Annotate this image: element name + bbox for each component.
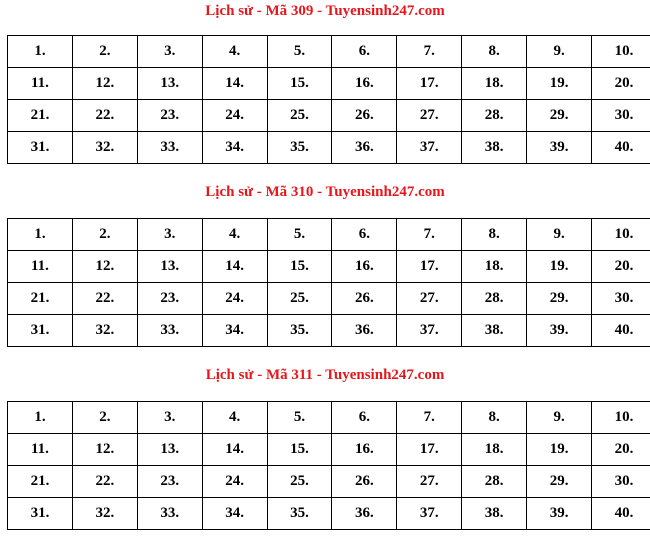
question-cell: 18. xyxy=(462,434,527,466)
question-cell: 3. xyxy=(137,36,202,68)
table-row xyxy=(8,402,650,434)
question-cell: 25. xyxy=(267,100,332,132)
question-cell: 15. xyxy=(267,434,332,466)
question-cell: 19. xyxy=(527,251,592,283)
section-title: Lịch sử - Mã 309 - Tuyensinh247.com xyxy=(205,3,445,19)
question-cell: 18. xyxy=(462,251,527,283)
question-cell: 23. xyxy=(137,100,202,132)
question-cell: 32. xyxy=(72,315,137,347)
table-row xyxy=(8,283,650,315)
table-row xyxy=(8,219,650,251)
question-cell: 9. xyxy=(527,402,592,434)
table-row xyxy=(8,315,650,347)
question-cell: 19. xyxy=(527,434,592,466)
question-cell: 13. xyxy=(137,434,202,466)
question-cell: 16. xyxy=(332,68,397,100)
question-cell: 38. xyxy=(462,498,527,530)
answer-table xyxy=(7,35,650,164)
table-row xyxy=(8,434,650,466)
question-cell: 8. xyxy=(462,219,527,251)
question-cell: 26. xyxy=(332,283,397,315)
question-cell: 14. xyxy=(202,251,267,283)
answer-table xyxy=(7,218,650,347)
question-cell: 6. xyxy=(332,219,397,251)
question-cell: 24. xyxy=(202,466,267,498)
table-row xyxy=(8,132,650,164)
table-row xyxy=(8,498,650,530)
question-cell: 2. xyxy=(72,219,137,251)
question-cell: 25. xyxy=(267,283,332,315)
question-cell: 30. xyxy=(592,283,650,315)
question-cell: 23. xyxy=(137,466,202,498)
question-cell: 3. xyxy=(137,402,202,434)
question-cell: 20. xyxy=(592,434,650,466)
question-cell: 26. xyxy=(332,100,397,132)
question-cell: 37. xyxy=(397,132,462,164)
question-cell: 36. xyxy=(332,315,397,347)
question-cell: 10. xyxy=(592,402,650,434)
question-cell: 11. xyxy=(8,251,73,283)
question-cell: 40. xyxy=(592,498,650,530)
question-cell: 31. xyxy=(8,315,73,347)
question-cell: 8. xyxy=(462,36,527,68)
question-cell: 12. xyxy=(72,251,137,283)
question-cell: 29. xyxy=(527,283,592,315)
question-cell: 12. xyxy=(72,434,137,466)
question-cell: 1. xyxy=(8,402,73,434)
question-cell: 38. xyxy=(462,132,527,164)
question-cell: 40. xyxy=(592,132,650,164)
question-cell: 21. xyxy=(8,100,73,132)
question-cell: 36. xyxy=(332,132,397,164)
question-cell: 16. xyxy=(332,434,397,466)
question-cell: 5. xyxy=(267,36,332,68)
table-row xyxy=(8,100,650,132)
question-cell: 28. xyxy=(462,283,527,315)
question-cell: 13. xyxy=(137,68,202,100)
question-cell: 28. xyxy=(462,466,527,498)
question-cell: 4. xyxy=(202,402,267,434)
question-cell: 27. xyxy=(397,283,462,315)
table-row xyxy=(8,36,650,68)
question-cell: 10. xyxy=(592,36,650,68)
question-cell: 2. xyxy=(72,402,137,434)
section-title: Lịch sử - Mã 311 - Tuyensinh247.com xyxy=(205,367,445,383)
question-cell: 27. xyxy=(397,100,462,132)
question-cell: 11. xyxy=(8,68,73,100)
question-cell: 17. xyxy=(397,251,462,283)
question-cell: 34. xyxy=(202,132,267,164)
question-cell: 35. xyxy=(267,132,332,164)
question-cell: 32. xyxy=(72,132,137,164)
question-cell: 9. xyxy=(527,219,592,251)
question-cell: 5. xyxy=(267,219,332,251)
question-cell: 36. xyxy=(332,498,397,530)
question-cell: 6. xyxy=(332,36,397,68)
question-cell: 37. xyxy=(397,315,462,347)
question-cell: 1. xyxy=(8,36,73,68)
question-cell: 14. xyxy=(202,434,267,466)
question-cell: 31. xyxy=(8,132,73,164)
question-cell: 18. xyxy=(462,68,527,100)
question-cell: 5. xyxy=(267,402,332,434)
question-cell: 15. xyxy=(267,251,332,283)
question-cell: 2. xyxy=(72,36,137,68)
question-cell: 29. xyxy=(527,466,592,498)
question-cell: 37. xyxy=(397,498,462,530)
question-cell: 22. xyxy=(72,466,137,498)
question-cell: 23. xyxy=(137,283,202,315)
question-cell: 13. xyxy=(137,251,202,283)
question-cell: 33. xyxy=(137,498,202,530)
question-cell: 19. xyxy=(527,68,592,100)
question-cell: 4. xyxy=(202,219,267,251)
section-title: Lịch sử - Mã 310 - Tuyensinh247.com xyxy=(205,184,445,200)
question-cell: 35. xyxy=(267,315,332,347)
question-cell: 7. xyxy=(397,402,462,434)
question-cell: 34. xyxy=(202,315,267,347)
question-cell: 11. xyxy=(8,434,73,466)
question-cell: 16. xyxy=(332,251,397,283)
question-cell: 38. xyxy=(462,315,527,347)
question-cell: 9. xyxy=(527,36,592,68)
question-cell: 10. xyxy=(592,219,650,251)
question-cell: 20. xyxy=(592,251,650,283)
question-cell: 31. xyxy=(8,498,73,530)
question-cell: 32. xyxy=(72,498,137,530)
question-cell: 24. xyxy=(202,100,267,132)
question-cell: 39. xyxy=(527,132,592,164)
question-cell: 24. xyxy=(202,283,267,315)
question-cell: 12. xyxy=(72,68,137,100)
question-cell: 39. xyxy=(527,498,592,530)
question-cell: 22. xyxy=(72,100,137,132)
question-cell: 7. xyxy=(397,36,462,68)
question-cell: 28. xyxy=(462,100,527,132)
question-cell: 27. xyxy=(397,466,462,498)
question-cell: 30. xyxy=(592,100,650,132)
question-cell: 14. xyxy=(202,68,267,100)
question-cell: 25. xyxy=(267,466,332,498)
question-cell: 33. xyxy=(137,315,202,347)
question-cell: 3. xyxy=(137,219,202,251)
question-cell: 4. xyxy=(202,36,267,68)
question-cell: 15. xyxy=(267,68,332,100)
question-cell: 8. xyxy=(462,402,527,434)
question-cell: 7. xyxy=(397,219,462,251)
question-cell: 39. xyxy=(527,315,592,347)
table-row xyxy=(8,68,650,100)
question-cell: 21. xyxy=(8,466,73,498)
question-cell: 34. xyxy=(202,498,267,530)
table-row xyxy=(8,251,650,283)
answer-table xyxy=(7,401,650,530)
question-cell: 40. xyxy=(592,315,650,347)
question-cell: 22. xyxy=(72,283,137,315)
question-cell: 30. xyxy=(592,466,650,498)
question-cell: 26. xyxy=(332,466,397,498)
question-cell: 29. xyxy=(527,100,592,132)
table-row xyxy=(8,466,650,498)
question-cell: 21. xyxy=(8,283,73,315)
question-cell: 20. xyxy=(592,68,650,100)
question-cell: 17. xyxy=(397,434,462,466)
question-cell: 17. xyxy=(397,68,462,100)
question-cell: 33. xyxy=(137,132,202,164)
question-cell: 6. xyxy=(332,402,397,434)
question-cell: 35. xyxy=(267,498,332,530)
question-cell: 1. xyxy=(8,219,73,251)
